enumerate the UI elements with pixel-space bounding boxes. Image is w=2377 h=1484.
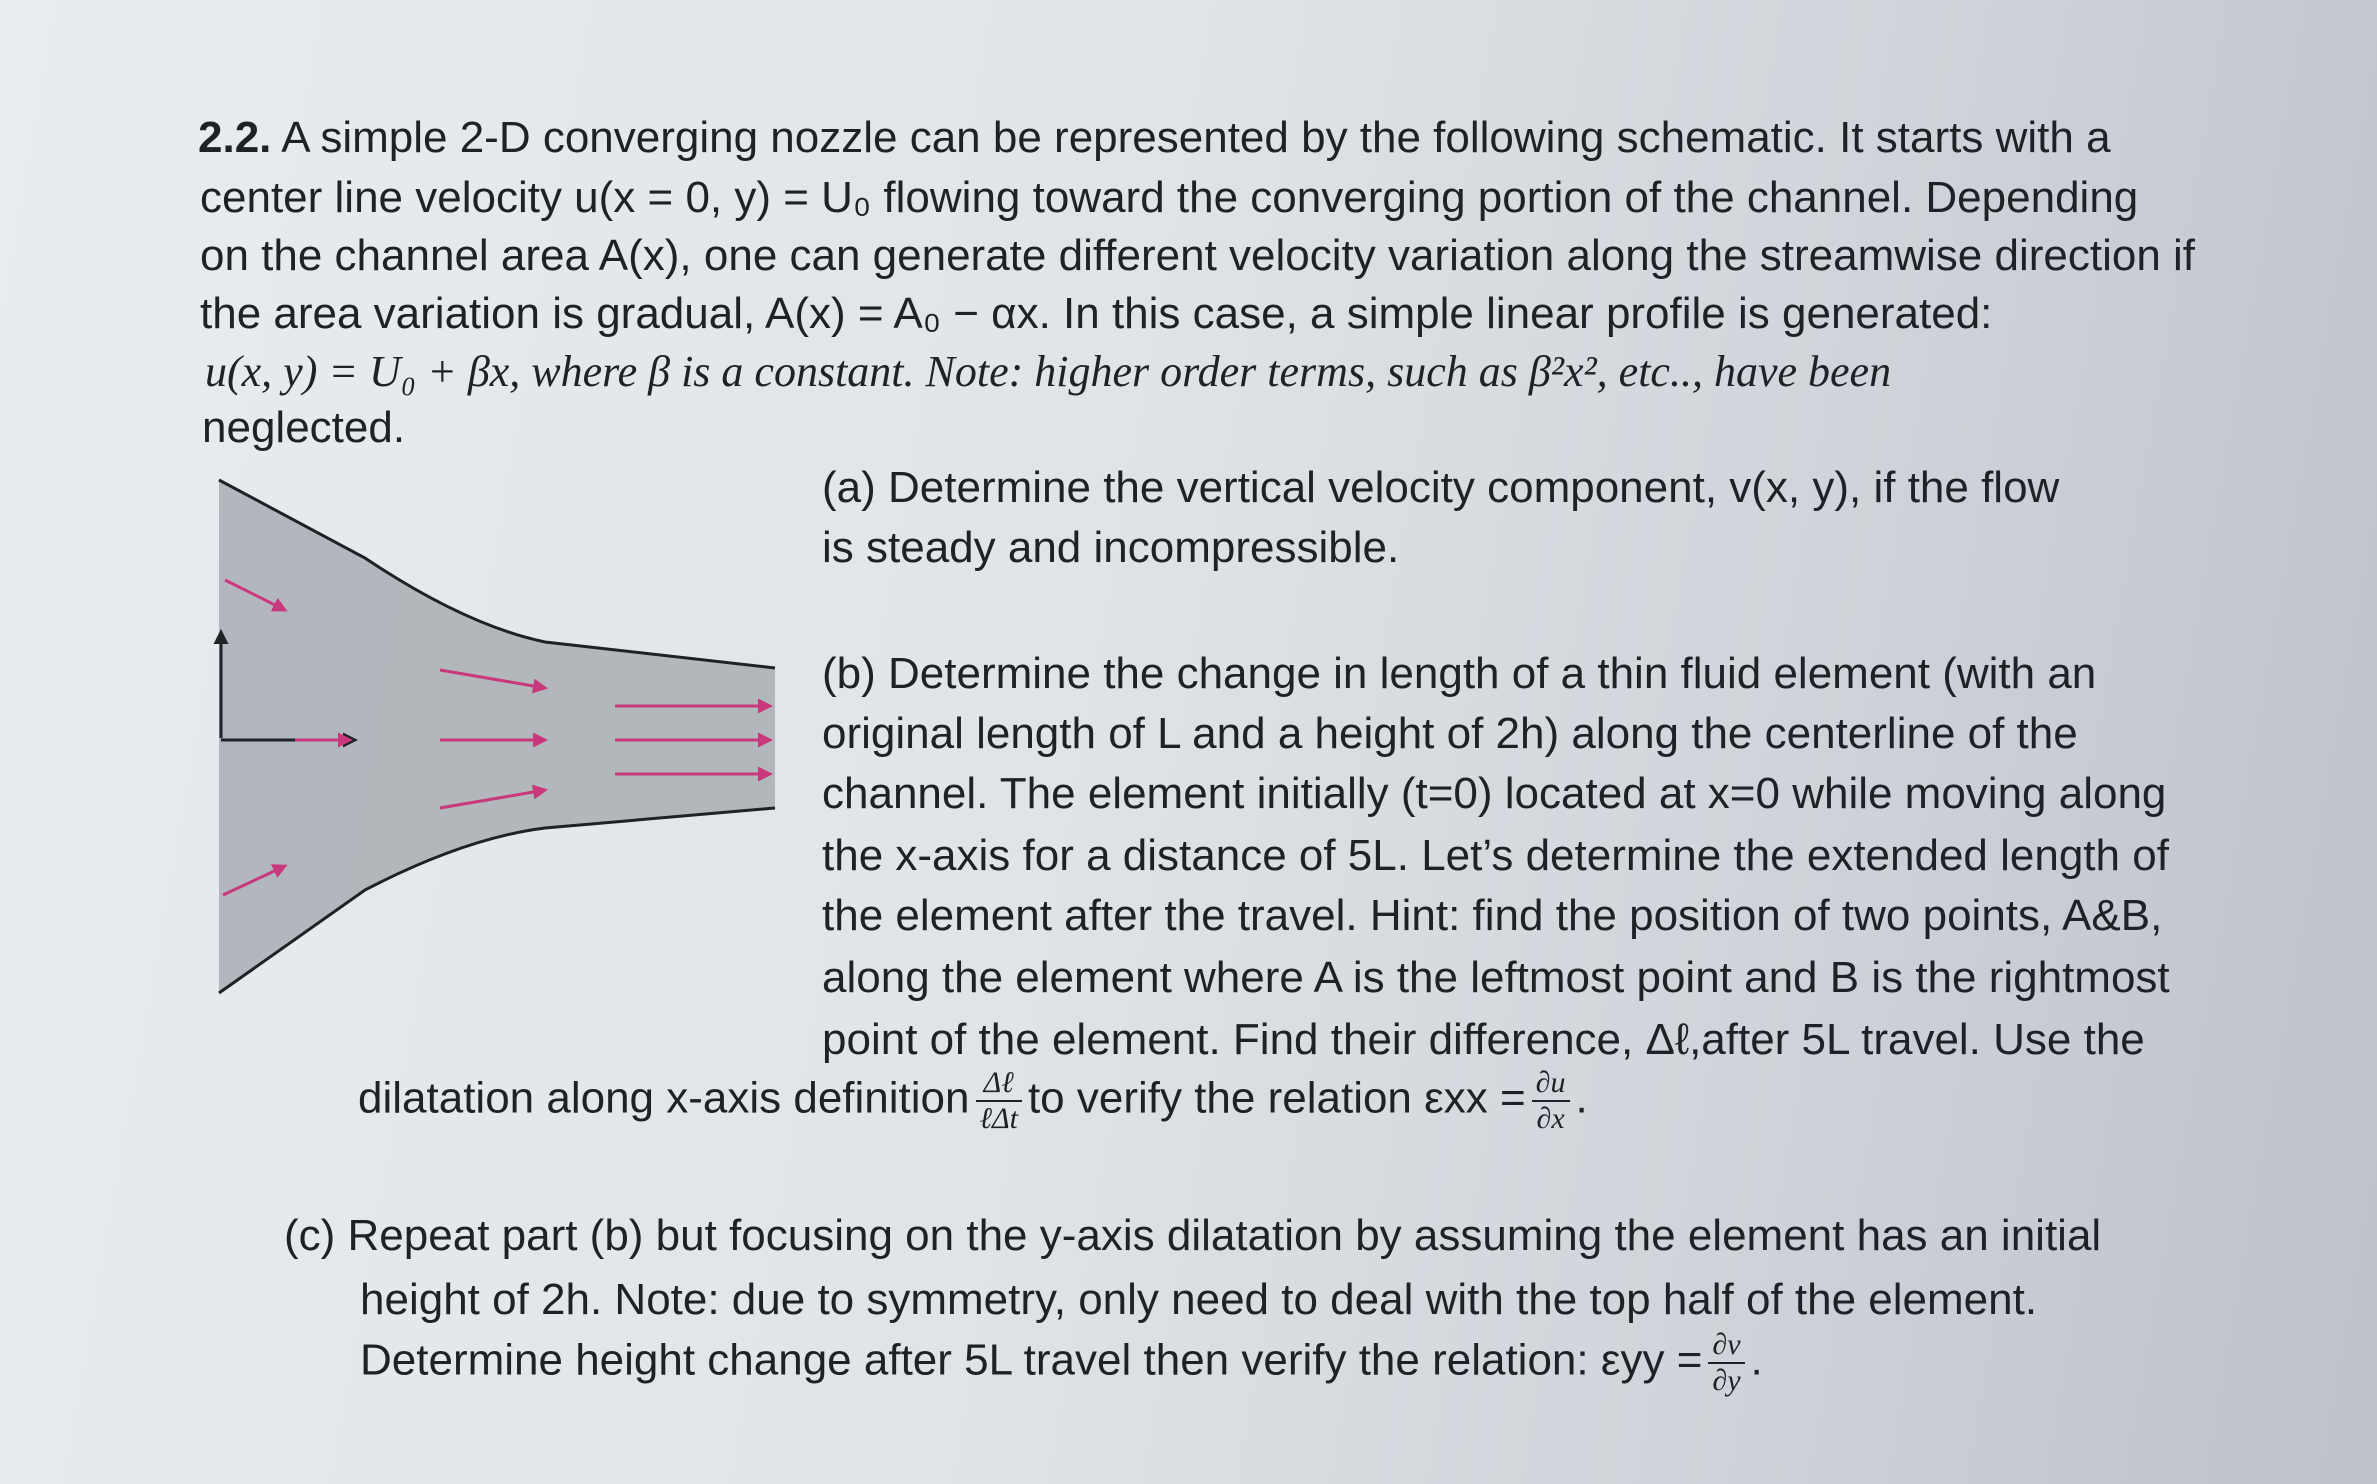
dilatation-text: dilatation along x-axis definition — [358, 1073, 970, 1123]
dv-dy-fraction: $\frac{\partial v}{\partial y}$ — [1708, 1330, 1744, 1396]
height-change-text: Determine height change after 5L travel then verify the relation: εyy = — [360, 1335, 1703, 1385]
part-b-line-8: dilatation along x-axis definition $\frac{\text{Δℓ}}{\text{ℓΔt}}$ to verify the relation εxx = $\frac{\partial u}{\partial x}$ . — [358, 1066, 1588, 1135]
converging-nozzle-schematic — [205, 470, 785, 1010]
problem-line-1 — [198, 113, 2111, 162]
part-c-line-1: (c) Repeat part (b) but focusing on the y-axis dilatation by assuming the element has an initial — [284, 1211, 2102, 1260]
part-a-line-1: (a) Determine the vertical velocity component, v(x, y), if the flow — [822, 463, 2060, 512]
part-a-line-2: is steady and incompressible. — [822, 523, 1400, 572]
part-c-line-2: height of 2h. Note: due to symmetry, only need to deal with the top half of the element. — [360, 1275, 2038, 1324]
du-dx-fraction: $\frac{\partial u}{\partial x}$ — [1532, 1068, 1570, 1134]
dilatation-fraction: $\frac{\text{Δℓ}}{\text{ℓΔt}}$ — [976, 1068, 1022, 1134]
problem-line-4: the area variation is gradual, A(x) = A₀ − αx. In this case, a simple linear profile is generated: — [200, 289, 1993, 338]
part-c-line-3: Determine height change after 5L travel then verify the relation: εyy = $\frac{\partial v}{\partial y}$ . — [360, 1328, 1763, 1397]
problem-number: 2.2. — [198, 113, 272, 162]
part-b-line-1: (b) Determine the change in length of a thin fluid element (with an — [822, 649, 2097, 698]
part-b-line-4: the x-axis for a distance of 5L. Let’s determine the extended length of — [822, 831, 2169, 880]
part-b-line-7: point of the element. Find their difference, Δℓ,after 5L travel. Use the — [822, 1015, 2145, 1064]
problem-line-5: u(x, y) = U₀ + βx, where β is a constant. Note: higher order terms, such as β²x², etc.., have been — [205, 347, 1892, 396]
part-b-line-6: along the element where A is the leftmost point and B is the rightmost — [822, 953, 2170, 1002]
nozzle-body — [219, 480, 775, 993]
problem-line-3: on the channel area A(x), one can generate different velocity variation along the streamwise direction if — [200, 231, 2196, 280]
intro-text-1: A simple 2-D converging nozzle can be represented by the following schematic. It starts with a — [271, 113, 2111, 162]
part-b-line-5: the element after the travel. Hint: find the position of two points, A&B, — [822, 891, 2163, 940]
problem-line-6: neglected. — [202, 403, 406, 452]
verify-text: to verify the relation εxx = — [1027, 1073, 1526, 1123]
part-b-line-3: channel. The element initially (t=0) located at x=0 while moving along — [822, 769, 2167, 818]
problem-line-2: center line velocity u(x = 0, y) = U₀ flowing toward the converging portion of the channel. Depending — [200, 173, 2139, 222]
part-b-line-2: original length of L and a height of 2h) along the centerline of the — [822, 709, 2078, 758]
